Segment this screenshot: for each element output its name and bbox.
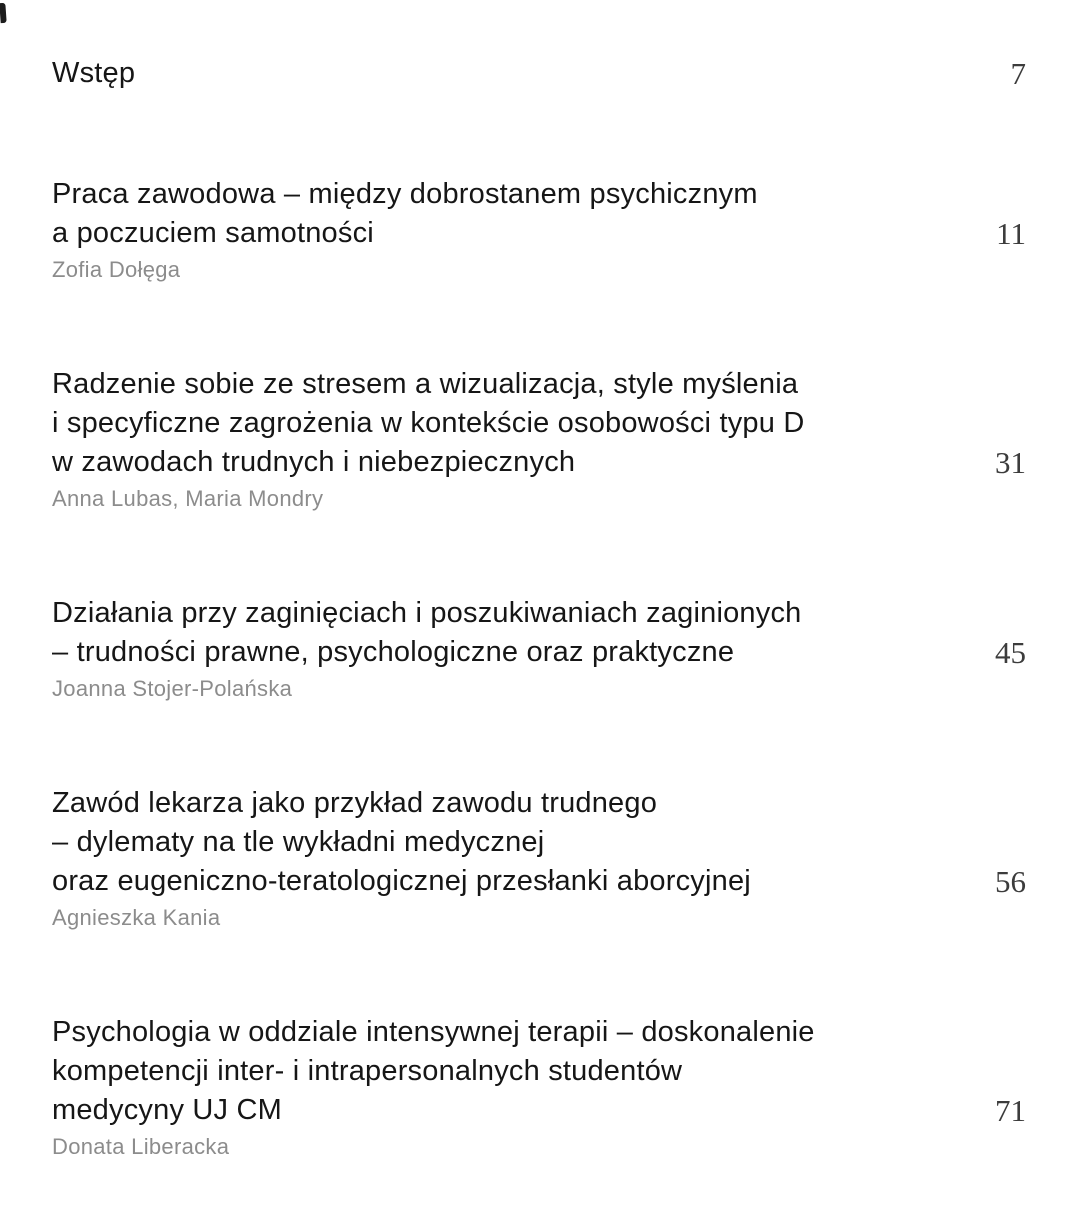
entry-page-number: 11 [996,216,1026,251]
title-line: – dylematy na tle wykładni medycznej [52,826,545,858]
toc-entry [52,1013,1026,1160]
entry-title [52,54,135,93]
title-line: Praca zawodowa – między dobrostanem psychicznym [52,178,758,210]
title-line: Wstęp [52,57,136,89]
title-line: medycyny UJ CM [52,1094,282,1126]
entry-author: Joanna Stojer-Polańska [52,676,293,701]
entry-author: Zofia Dołęga [52,257,181,282]
entry-page-number: 56 [995,864,1026,899]
entry-page-number: 31 [995,445,1026,480]
entry-title [52,365,804,482]
entry-page-number: 7 [1010,56,1026,91]
title-line: Zawód lekarza jako przykład zawodu trudnego [52,787,658,819]
title-line: – trudności prawne, psychologiczne oraz praktyczne [52,636,735,668]
title-line: w zawodach trudnych i niebezpiecznych [52,446,576,478]
toc-entry [52,175,1026,283]
title-line: Radzenie sobie ze stresem a wizualizacja, style myślenia [52,368,799,400]
entry-title [52,1013,815,1130]
toc-entry [52,365,1026,512]
toc-entry [52,784,1026,931]
entry-title [52,594,801,672]
title-line: a poczuciem samotności [52,217,374,249]
entry-author: Agnieszka Kania [52,905,221,930]
entry-page-number: 45 [995,635,1026,670]
entry-page-number: 71 [995,1093,1026,1128]
title-line: Psychologia w oddziale intensywnej terapii – doskonalenie [52,1016,815,1048]
entry-title [52,175,758,253]
title-line: kompetencji inter- i intrapersonalnych studentów [52,1055,683,1087]
title-line: Działania przy zaginięciach i poszukiwaniach zaginionych [52,597,802,629]
toc-entry [52,54,1026,93]
toc-entry [52,594,1026,702]
title-line: i specyficzne zagrożenia w kontekście osobowości typu D [52,407,805,439]
entry-author: Donata Liberacka [52,1134,230,1159]
entry-author: Anna Lubas, Maria Mondry [52,486,324,511]
title-line: oraz eugeniczno-teratologicznej przesłanki aborcyjnej [52,865,751,897]
entry-title [52,784,751,901]
